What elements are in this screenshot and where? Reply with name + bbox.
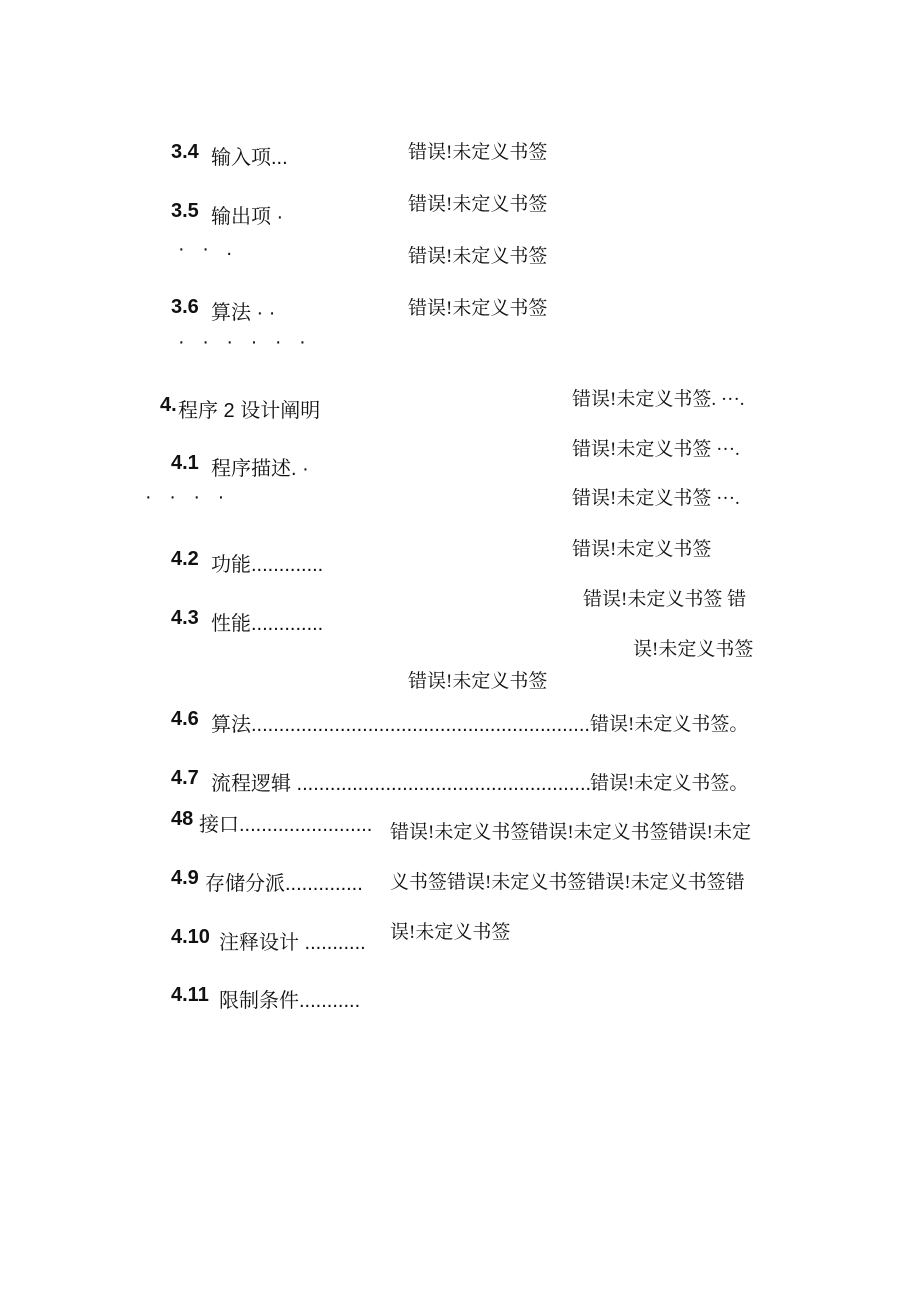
toc-4-6-title[interactable]: 算法............................................................. bbox=[211, 714, 590, 736]
toc-4-10-title[interactable]: 注释设计 ........... bbox=[219, 932, 366, 954]
toc-4-7-title[interactable]: 流程逻辑 ...................................................... bbox=[211, 773, 597, 795]
toc-3-6-number: 3.6 bbox=[171, 296, 199, 318]
toc-4-title[interactable]: 程序 2 设计阐明 bbox=[178, 400, 321, 422]
toc-4-3-title[interactable]: 性能............. bbox=[211, 613, 324, 635]
toc-error-text: 错误!未定义书签. ···. bbox=[572, 389, 745, 410]
toc-4-2-number: 4.2 bbox=[171, 548, 199, 570]
toc-3-6-leader: · · · · · · bbox=[178, 331, 312, 353]
toc-4-6-number: 4.6 bbox=[171, 708, 199, 730]
toc-4-number: 4. bbox=[160, 394, 177, 416]
toc-error-text: 错误!未定义书签 bbox=[408, 142, 548, 163]
toc-4-11-title[interactable]: 限制条件........... bbox=[219, 990, 361, 1012]
toc-error-text: 错误!未定义书签 bbox=[408, 298, 548, 319]
toc-error-text: 错误!未定义书签。 bbox=[590, 773, 749, 794]
toc-error-text: 误!未定义书签 bbox=[390, 922, 511, 943]
toc-4-1-leader: · · · · bbox=[145, 486, 231, 508]
toc-3-4-title[interactable]: 输入项... bbox=[211, 147, 288, 169]
toc-4-7-number: 4.7 bbox=[171, 767, 199, 789]
toc-3-6-title[interactable]: 算法 · · bbox=[211, 302, 276, 324]
toc-error-text: 错误!未定义书签 bbox=[408, 671, 548, 692]
toc-error-text: 错误!未定义书签 bbox=[572, 539, 712, 560]
toc-4-8-title[interactable]: 接口........................ bbox=[199, 814, 373, 836]
toc-error-text: 错误!未定义书签 ···. bbox=[572, 439, 740, 460]
toc-error-text: 错误!未定义书签错误!未定义书签错误!未定 bbox=[390, 822, 751, 843]
toc-error-text: 错误!未定义书签 bbox=[408, 194, 548, 215]
toc-error-text: 错误!未定义书签。 bbox=[590, 714, 749, 735]
toc-3-4-number: 3.4 bbox=[171, 141, 199, 163]
toc-4-11-number: 4.11 bbox=[171, 984, 209, 1006]
toc-4-2-title[interactable]: 功能............. bbox=[211, 554, 324, 576]
toc-error-text: 错误!未定义书签 bbox=[408, 246, 548, 267]
toc-3-5-leader: · · . bbox=[178, 238, 238, 260]
toc-4-8-number: 48 bbox=[171, 808, 194, 830]
toc-error-text: 错误!未定义书签 错 bbox=[583, 589, 747, 610]
toc-4-1-title[interactable]: 程序描述. · bbox=[211, 458, 309, 480]
toc-4-10-number: 4.10 bbox=[171, 926, 210, 948]
toc-error-text: 义书签错误!未定义书签错误!未定义书签错 bbox=[390, 872, 745, 893]
toc-3-5-title[interactable]: 输出项 · bbox=[211, 206, 284, 228]
toc-4-9-number: 4.9 bbox=[171, 867, 199, 889]
toc-4-9-title[interactable]: 存储分派.............. bbox=[205, 873, 363, 895]
toc-error-text: 误!未定义书签 bbox=[633, 639, 754, 660]
toc-3-5-number: 3.5 bbox=[171, 200, 199, 222]
toc-4-3-number: 4.3 bbox=[171, 607, 199, 629]
toc-4-1-number: 4.1 bbox=[171, 452, 199, 474]
toc-error-text: 错误!未定义书签 ···. bbox=[572, 488, 740, 509]
